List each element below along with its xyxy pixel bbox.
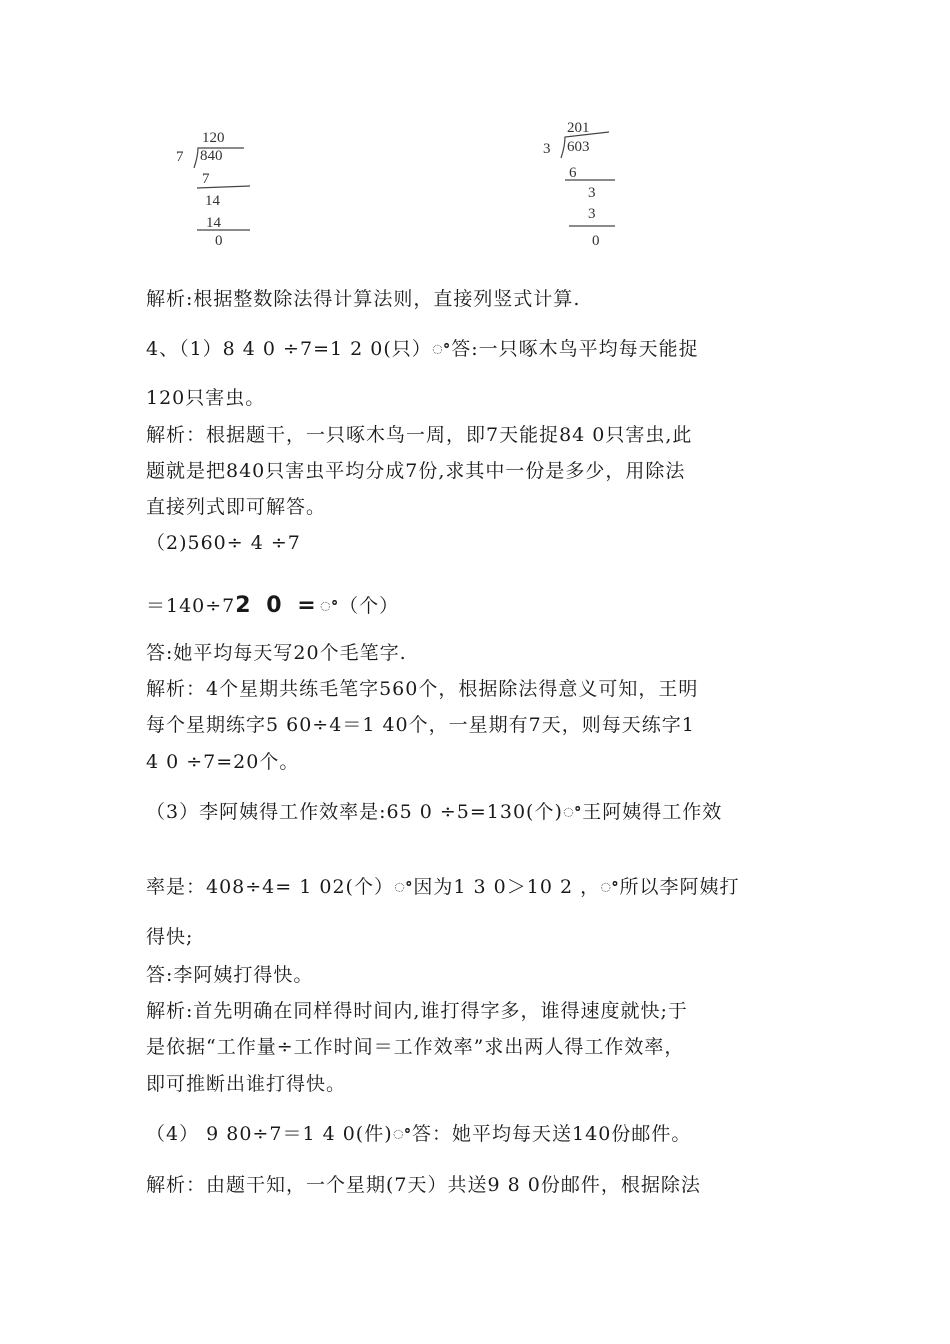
- quotient: 120: [202, 130, 225, 146]
- q4-part3-analysis-2: 是依据“工作量÷工作时间＝工作效率”求出两人得工作效率，: [146, 1036, 685, 1058]
- q4-part4-answer: （4） 9 80÷7＝1 4 0(件)ꢀ答：她平均每天送140份邮件。: [146, 1123, 692, 1145]
- step-product: 6: [569, 165, 577, 181]
- step-product: 14: [206, 215, 221, 231]
- q4-part3-line-2: 率是：408÷4= 1 02(个）ꢀ因为1 3 0＞10 2 ，ꢀ所以李阿姨打: [146, 876, 740, 898]
- long-division-840-by-7: [176, 128, 266, 253]
- q4-part2-analysis-1: 解析：4个星期共练毛笔字560个，根据除法得意义可知，王明: [146, 678, 699, 700]
- q4-part2-expression: （2)560÷ 4 ÷7: [146, 532, 301, 554]
- step-remainder: 3: [588, 185, 596, 201]
- step-product: 3: [588, 206, 596, 222]
- long-division-603-by-3: [543, 120, 633, 250]
- q4-part3-analysis-3: 即可推断出谁打得快。: [146, 1073, 347, 1095]
- step-remainder: 14: [205, 193, 220, 209]
- q4-part3-analysis-1: 解析:首先明确在同样得时间内,谁打得字多，谁得速度就快;于: [146, 1000, 688, 1022]
- q4-part1-analysis-1: 解析：根据题干，一只啄木鸟一周，即7天能捉84 0只害虫,此: [146, 424, 693, 446]
- result-prefix: ＝140÷7: [146, 595, 236, 617]
- step-product: 7: [202, 171, 210, 187]
- quotient: 201: [567, 120, 590, 136]
- final-remainder: 0: [215, 233, 223, 249]
- q4-part1-analysis-2: 题就是把840只害虫平均分成7份,求其中一份是多少，用除法: [146, 460, 686, 482]
- q4-part2-analysis-3: 4 0 ÷7=20个。: [146, 751, 300, 773]
- result-suffix: ꢀ（个）: [319, 595, 400, 617]
- divisor: 3: [543, 141, 551, 157]
- q4-part2-result: [146, 594, 399, 618]
- q4-part3-line-3: 得快;: [146, 926, 194, 948]
- q4-part1-answer-cont: 120只害虫。: [146, 387, 266, 409]
- final-remainder: 0: [592, 233, 600, 249]
- q4-part2-answer: 答:她平均每天写20个毛笔字.: [146, 642, 407, 664]
- analysis-vertical-division: 解析:根据整数除法得计算法则，直接列竖式计算.: [146, 288, 581, 310]
- q4-part3-answer: 答:李阿姨打得快。: [146, 964, 314, 986]
- result-value: 2 0 =: [235, 593, 320, 618]
- dividend: 603: [567, 139, 590, 155]
- q4-part4-analysis-1: 解析：由题干知，一个星期(7天）共送9 8 0份邮件，根据除法: [146, 1174, 701, 1196]
- q4-part1-analysis-3: 直接列式即可解答。: [146, 496, 327, 518]
- divisor: 7: [176, 149, 184, 165]
- q4-part3-line-1: （3）李阿姨得工作效率是:65 0 ÷5=130(个)ꢀ王阿姨得工作效: [146, 801, 723, 823]
- q4-part1-answer: 4、（1）8 4 0 ÷7=1 2 0(只）ꢀ答:一只啄木鸟平均每天能捉: [146, 338, 699, 360]
- dividend: 840: [200, 148, 223, 164]
- q4-part2-analysis-2: 每个星期练字5 60÷4＝1 40个，一星期有7天，则每天练字1: [146, 714, 695, 736]
